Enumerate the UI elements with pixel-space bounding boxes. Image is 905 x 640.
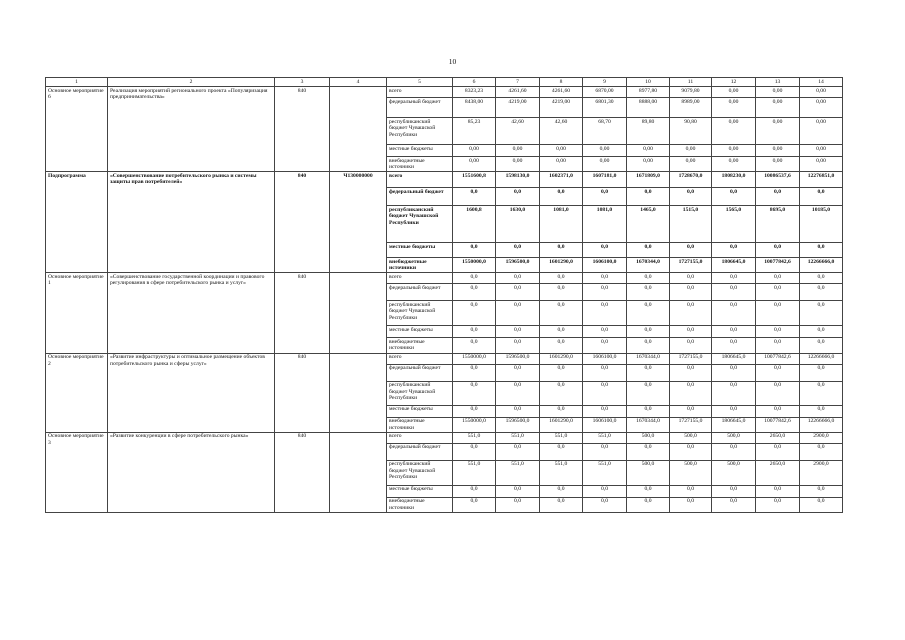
amount-cell: 0,00 xyxy=(756,98,800,118)
amount-cell: 551,0 xyxy=(540,460,583,485)
amount-cell: 0,00 xyxy=(800,157,843,172)
amount-cell: 1601290,0 xyxy=(540,417,583,432)
amount-cell: 1727155,0 xyxy=(670,258,712,273)
amount-cell: 0,0 xyxy=(800,405,843,417)
amount-cell: 0,0 xyxy=(756,243,800,258)
row-title: «Развитие инфраструктуры и оптимальное размещение объектов потребительского рынка и сферы услуг» xyxy=(108,353,275,432)
funding-source-label: федеральный бюджет xyxy=(387,364,453,381)
amount-cell: 0,00 xyxy=(540,157,583,172)
amount-cell: 0,0 xyxy=(583,497,627,512)
amount-cell: 0,0 xyxy=(756,364,800,381)
amount-cell: 1565,0 xyxy=(712,206,756,243)
amount-cell: 0,0 xyxy=(627,485,670,497)
amount-cell: 0,00 xyxy=(712,157,756,172)
amount-cell: 0,0 xyxy=(800,243,843,258)
amount-cell: 0,0 xyxy=(453,443,496,460)
amount-cell: 0,0 xyxy=(540,364,583,381)
table-row xyxy=(46,87,843,98)
amount-cell: 0,0 xyxy=(670,243,712,258)
amount-cell: 4219,00 xyxy=(496,98,540,118)
funding-source-label: республиканский бюджет Чувашской Республики xyxy=(387,460,453,485)
amount-cell: 0,0 xyxy=(756,284,800,301)
amount-cell: 0,0 xyxy=(756,405,800,417)
funding-source-label: республиканский бюджет Чувашской Республики xyxy=(387,118,453,145)
amount-cell: 0,0 xyxy=(712,485,756,497)
amount-cell: 0,0 xyxy=(496,497,540,512)
amount-cell: 89,80 xyxy=(627,118,670,145)
amount-cell: 0,00 xyxy=(670,157,712,172)
amount-cell: 1598130,0 xyxy=(496,172,540,188)
amount-cell: 8438,00 xyxy=(453,98,496,118)
column-number-8: 8 xyxy=(540,78,583,87)
amount-cell: 0,0 xyxy=(540,443,583,460)
amount-cell: 0,0 xyxy=(627,338,670,353)
amount-cell: 0,0 xyxy=(583,381,627,405)
table-row xyxy=(46,353,843,364)
table-row xyxy=(46,432,843,443)
funding-source-label: всего xyxy=(387,273,453,284)
amount-cell: 10185,0 xyxy=(800,206,843,243)
row-code: 840 xyxy=(275,172,330,273)
amount-cell: 0,0 xyxy=(540,338,583,353)
amount-cell: 0,0 xyxy=(540,326,583,338)
amount-cell: 0,0 xyxy=(712,381,756,405)
amount-cell: 0,0 xyxy=(627,301,670,326)
amount-cell: 12266666,0 xyxy=(800,417,843,432)
row-category: Основное мероприятие 3 xyxy=(46,432,108,512)
row-category: Основное мероприятие 1 xyxy=(46,273,108,353)
amount-cell: 0,0 xyxy=(756,301,800,326)
amount-cell: 0,0 xyxy=(496,326,540,338)
amount-cell: 0,00 xyxy=(627,145,670,157)
amount-cell: 0,0 xyxy=(670,301,712,326)
amount-cell: 42,60 xyxy=(496,118,540,145)
amount-cell: 0,00 xyxy=(583,157,627,172)
funding-source-label: внебюджетные источники xyxy=(387,497,453,512)
amount-cell: 2900,0 xyxy=(800,460,843,485)
amount-cell: 0,00 xyxy=(756,87,800,98)
amount-cell: 0,0 xyxy=(800,188,843,206)
column-number-14: 14 xyxy=(800,78,843,87)
funding-source-label: федеральный бюджет xyxy=(387,98,453,118)
amount-cell: 0,0 xyxy=(670,338,712,353)
funding-source-label: федеральный бюджет xyxy=(387,188,453,206)
amount-cell: 0,0 xyxy=(453,405,496,417)
amount-cell: 0,0 xyxy=(627,326,670,338)
amount-cell: 4261,60 xyxy=(496,87,540,98)
amount-cell: 0,0 xyxy=(540,188,583,206)
funding-source-label: всего xyxy=(387,172,453,188)
amount-cell: 1601290,0 xyxy=(540,258,583,273)
amount-cell: 1596500,0 xyxy=(496,353,540,364)
row-category: Основное мероприятие 2 xyxy=(46,353,108,432)
amount-cell: 0,0 xyxy=(540,497,583,512)
amount-cell: 6870,00 xyxy=(583,87,627,98)
amount-cell: 12266666,0 xyxy=(800,258,843,273)
funding-source-label: федеральный бюджет xyxy=(387,443,453,460)
amount-cell: 6801,30 xyxy=(583,98,627,118)
amount-cell: 0,0 xyxy=(453,381,496,405)
column-number-2: 2 xyxy=(108,78,275,87)
amount-cell: 9079,80 xyxy=(670,87,712,98)
column-number-4: 4 xyxy=(330,78,387,87)
amount-cell: 0,0 xyxy=(453,273,496,284)
amount-cell: 1551600,8 xyxy=(453,172,496,188)
amount-cell: 0,0 xyxy=(756,485,800,497)
amount-cell: 0,0 xyxy=(627,405,670,417)
amount-cell: 0,0 xyxy=(583,326,627,338)
amount-cell: 0,00 xyxy=(496,145,540,157)
amount-cell: 0,0 xyxy=(540,243,583,258)
amount-cell: 90,80 xyxy=(670,118,712,145)
amount-cell: 10077842,6 xyxy=(756,417,800,432)
table-header-row xyxy=(46,78,843,87)
funding-source-label: республиканский бюджет Чувашской Республики xyxy=(387,301,453,326)
amount-cell: 2900,0 xyxy=(800,432,843,443)
funding-source-label: местные бюджеты xyxy=(387,145,453,157)
row-title: Реализация мероприятий регионального проекта «Популяризация предпринимательства» xyxy=(108,87,275,172)
amount-cell: 2650,0 xyxy=(756,460,800,485)
amount-cell: 0,0 xyxy=(800,273,843,284)
amount-cell: 0,0 xyxy=(453,338,496,353)
amount-cell: 0,0 xyxy=(583,273,627,284)
amount-cell: 0,00 xyxy=(712,145,756,157)
amount-cell: 0,0 xyxy=(583,443,627,460)
amount-cell: 0,00 xyxy=(540,145,583,157)
row-code: 840 xyxy=(275,87,330,172)
amount-cell: 0,00 xyxy=(756,118,800,145)
amount-cell: 0,0 xyxy=(540,405,583,417)
amount-cell: 4261,60 xyxy=(540,87,583,98)
row-title: «Совершенствование государственной координации и правового регулирования в сфере потребительского рынка и услуг» xyxy=(108,273,275,353)
funding-source-label: местные бюджеты xyxy=(387,405,453,417)
amount-cell: 1670344,0 xyxy=(627,353,670,364)
amount-cell: 4219,00 xyxy=(540,98,583,118)
column-number-6: 6 xyxy=(453,78,496,87)
amount-cell: 0,0 xyxy=(756,273,800,284)
funding-source-label: внебюджетные источники xyxy=(387,157,453,172)
amount-cell: 0,0 xyxy=(756,497,800,512)
amount-cell: 0,0 xyxy=(540,284,583,301)
amount-cell: 0,0 xyxy=(540,485,583,497)
amount-cell: 1550000,0 xyxy=(453,258,496,273)
amount-cell: 1515,0 xyxy=(670,206,712,243)
amount-cell: 8989,00 xyxy=(670,98,712,118)
amount-cell: 0,0 xyxy=(712,364,756,381)
amount-cell: 0,0 xyxy=(670,497,712,512)
row-title: «Совершенствование потребительского рынка и системы защиты прав потребителей» xyxy=(108,172,275,273)
amount-cell: 0,0 xyxy=(496,188,540,206)
amount-cell: 0,0 xyxy=(756,443,800,460)
column-number-12: 12 xyxy=(712,78,756,87)
amount-cell: 8888,00 xyxy=(627,98,670,118)
amount-cell: 1607181,0 xyxy=(583,172,627,188)
amount-cell: 8695,0 xyxy=(756,206,800,243)
amount-cell: 0,0 xyxy=(453,243,496,258)
amount-cell: 0,0 xyxy=(800,485,843,497)
amount-cell: 0,00 xyxy=(800,145,843,157)
funding-source-label: местные бюджеты xyxy=(387,485,453,497)
amount-cell: 0,0 xyxy=(670,284,712,301)
amount-cell: 0,0 xyxy=(627,497,670,512)
row-code: 840 xyxy=(275,353,330,432)
amount-cell: 0,00 xyxy=(756,145,800,157)
row-category: Основное мероприятие 6 xyxy=(46,87,108,172)
amount-cell: 0,0 xyxy=(627,381,670,405)
funding-source-label: федеральный бюджет xyxy=(387,284,453,301)
amount-cell: 0,0 xyxy=(756,188,800,206)
amount-cell: 551,0 xyxy=(453,432,496,443)
amount-cell: 551,0 xyxy=(453,460,496,485)
amount-cell: 0,0 xyxy=(670,188,712,206)
amount-cell: 0,0 xyxy=(800,381,843,405)
amount-cell: 0,0 xyxy=(627,188,670,206)
column-number-10: 10 xyxy=(627,78,670,87)
amount-cell: 0,0 xyxy=(583,338,627,353)
amount-cell: 0,0 xyxy=(496,284,540,301)
amount-cell: 0,00 xyxy=(453,157,496,172)
amount-cell: 0,0 xyxy=(670,485,712,497)
amount-cell: 0,0 xyxy=(496,381,540,405)
amount-cell: 0,0 xyxy=(800,364,843,381)
amount-cell: 0,0 xyxy=(800,497,843,512)
row-classifier xyxy=(330,353,387,432)
amount-cell: 0,0 xyxy=(496,364,540,381)
amount-cell: 12276851,0 xyxy=(800,172,843,188)
funding-source-label: всего xyxy=(387,432,453,443)
row-code: 840 xyxy=(275,273,330,353)
amount-cell: 0,0 xyxy=(496,273,540,284)
amount-cell: 500,0 xyxy=(712,432,756,443)
amount-cell: 0,0 xyxy=(712,188,756,206)
amount-cell: 0,0 xyxy=(453,497,496,512)
amount-cell: 0,0 xyxy=(583,243,627,258)
budget-table xyxy=(45,77,843,513)
funding-source-label: внебюджетные источники xyxy=(387,338,453,353)
amount-cell: 0,0 xyxy=(627,243,670,258)
amount-cell: 0,0 xyxy=(712,497,756,512)
row-category: Подпрограмма xyxy=(46,172,108,273)
amount-cell: 0,0 xyxy=(540,381,583,405)
funding-source-label: всего xyxy=(387,87,453,98)
amount-cell: 0,0 xyxy=(712,243,756,258)
column-number-9: 9 xyxy=(583,78,627,87)
amount-cell: 0,0 xyxy=(627,364,670,381)
amount-cell: 0,0 xyxy=(496,338,540,353)
column-number-11: 11 xyxy=(670,78,712,87)
amount-cell: 0,0 xyxy=(756,338,800,353)
amount-cell: 0,0 xyxy=(453,364,496,381)
row-classifier xyxy=(330,87,387,172)
amount-cell: 0,0 xyxy=(540,273,583,284)
amount-cell: 0,0 xyxy=(712,284,756,301)
amount-cell: 0,0 xyxy=(453,188,496,206)
amount-cell: 1550000,0 xyxy=(453,353,496,364)
amount-cell: 0,0 xyxy=(583,485,627,497)
table-row xyxy=(46,172,843,188)
amount-cell: 0,0 xyxy=(800,284,843,301)
amount-cell: 10086537,6 xyxy=(756,172,800,188)
amount-cell: 0,0 xyxy=(712,273,756,284)
amount-cell: 0,00 xyxy=(712,98,756,118)
amount-cell: 0,00 xyxy=(712,87,756,98)
funding-source-label: республиканский бюджет Чувашской Республики xyxy=(387,381,453,405)
amount-cell: 0,0 xyxy=(496,301,540,326)
amount-cell: 1606100,0 xyxy=(583,353,627,364)
amount-cell: 0,0 xyxy=(712,443,756,460)
amount-cell: 0,0 xyxy=(583,301,627,326)
amount-cell: 2650,0 xyxy=(756,432,800,443)
amount-cell: 1808230,0 xyxy=(712,172,756,188)
amount-cell: 500,0 xyxy=(627,432,670,443)
amount-cell: 0,0 xyxy=(453,284,496,301)
amount-cell: 85,23 xyxy=(453,118,496,145)
column-number-1: 1 xyxy=(46,78,108,87)
amount-cell: 0,0 xyxy=(756,326,800,338)
amount-cell: 1601290,0 xyxy=(540,353,583,364)
amount-cell: 0,00 xyxy=(756,157,800,172)
row-title: «Развитие конкуренции в сфере потребительского рынка» xyxy=(108,432,275,512)
amount-cell: 12266666,0 xyxy=(800,353,843,364)
amount-cell: 0,00 xyxy=(800,118,843,145)
amount-cell: 0,0 xyxy=(496,485,540,497)
amount-cell: 0,0 xyxy=(756,381,800,405)
amount-cell: 0,00 xyxy=(496,157,540,172)
amount-cell: 0,00 xyxy=(583,145,627,157)
amount-cell: 0,0 xyxy=(670,405,712,417)
amount-cell: 500,0 xyxy=(670,460,712,485)
amount-cell: 68,70 xyxy=(583,118,627,145)
amount-cell: 0,0 xyxy=(627,273,670,284)
row-classifier xyxy=(330,273,387,353)
amount-cell: 0,0 xyxy=(670,273,712,284)
amount-cell: 551,0 xyxy=(583,460,627,485)
amount-cell: 1081,0 xyxy=(540,206,583,243)
amount-cell: 1081,0 xyxy=(583,206,627,243)
amount-cell: 1602371,0 xyxy=(540,172,583,188)
amount-cell: 0,0 xyxy=(800,443,843,460)
amount-cell: 0,0 xyxy=(627,443,670,460)
amount-cell: 1727155,0 xyxy=(670,353,712,364)
amount-cell: 0,0 xyxy=(540,301,583,326)
amount-cell: 1596500,0 xyxy=(496,417,540,432)
amount-cell: 1465,0 xyxy=(627,206,670,243)
column-number-3: 3 xyxy=(275,78,330,87)
column-number-5: 5 xyxy=(387,78,453,87)
amount-cell: 500,0 xyxy=(712,460,756,485)
funding-source-label: республиканский бюджет Чувашской Республики xyxy=(387,206,453,243)
amount-cell: 1727155,0 xyxy=(670,417,712,432)
amount-cell: 0,0 xyxy=(496,443,540,460)
amount-cell: 0,0 xyxy=(453,301,496,326)
amount-cell: 0,0 xyxy=(800,301,843,326)
amount-cell: 8323,23 xyxy=(453,87,496,98)
amount-cell: 1606100,0 xyxy=(583,258,627,273)
amount-cell: 1630,0 xyxy=(496,206,540,243)
amount-cell: 0,0 xyxy=(670,364,712,381)
amount-cell: 1806645,0 xyxy=(712,353,756,364)
amount-cell: 0,0 xyxy=(670,381,712,405)
amount-cell: 0,00 xyxy=(453,145,496,157)
amount-cell: 0,0 xyxy=(800,326,843,338)
amount-cell: 1806645,0 xyxy=(712,258,756,273)
amount-cell: 0,0 xyxy=(453,485,496,497)
amount-cell: 10077842,6 xyxy=(756,353,800,364)
amount-cell: 0,00 xyxy=(800,87,843,98)
amount-cell: 0,00 xyxy=(712,118,756,145)
row-code: 840 xyxy=(275,432,330,512)
amount-cell: 0,0 xyxy=(627,284,670,301)
row-classifier xyxy=(330,432,387,512)
amount-cell: 0,0 xyxy=(496,243,540,258)
amount-cell: 0,0 xyxy=(583,188,627,206)
amount-cell: 1670344,0 xyxy=(627,258,670,273)
amount-cell: 0,0 xyxy=(670,443,712,460)
amount-cell: 1550000,0 xyxy=(453,417,496,432)
amount-cell: 0,0 xyxy=(453,326,496,338)
amount-cell: 1671809,0 xyxy=(627,172,670,188)
amount-cell: 0,0 xyxy=(712,301,756,326)
amount-cell: 500,0 xyxy=(627,460,670,485)
amount-cell: 0,0 xyxy=(712,405,756,417)
funding-source-label: местные бюджеты xyxy=(387,326,453,338)
page-number: 10 xyxy=(448,57,457,66)
amount-cell: 0,0 xyxy=(583,284,627,301)
row-classifier: Ч130000000 xyxy=(330,172,387,273)
amount-cell: 0,0 xyxy=(496,405,540,417)
amount-cell: 551,0 xyxy=(496,432,540,443)
amount-cell: 551,0 xyxy=(540,432,583,443)
amount-cell: 0,00 xyxy=(670,145,712,157)
column-number-13: 13 xyxy=(756,78,800,87)
amount-cell: 0,00 xyxy=(800,98,843,118)
amount-cell: 1806645,0 xyxy=(712,417,756,432)
funding-source-label: всего xyxy=(387,353,453,364)
amount-cell: 1606100,0 xyxy=(583,417,627,432)
amount-cell: 0,0 xyxy=(712,338,756,353)
funding-source-label: внебюджетные источники xyxy=(387,417,453,432)
amount-cell: 1670344,0 xyxy=(627,417,670,432)
amount-cell: 10077842,6 xyxy=(756,258,800,273)
amount-cell: 0,00 xyxy=(627,157,670,172)
column-number-7: 7 xyxy=(496,78,540,87)
amount-cell: 551,0 xyxy=(583,432,627,443)
amount-cell: 42,60 xyxy=(540,118,583,145)
amount-cell: 0,0 xyxy=(800,338,843,353)
table-row xyxy=(46,273,843,284)
amount-cell: 1596500,0 xyxy=(496,258,540,273)
amount-cell: 551,0 xyxy=(496,460,540,485)
funding-source-label: местные бюджеты xyxy=(387,243,453,258)
amount-cell: 1600,8 xyxy=(453,206,496,243)
funding-source-label: внебюджетные источники xyxy=(387,258,453,273)
amount-cell: 0,0 xyxy=(670,326,712,338)
amount-cell: 500,0 xyxy=(670,432,712,443)
amount-cell: 0,0 xyxy=(712,326,756,338)
amount-cell: 0,0 xyxy=(583,364,627,381)
amount-cell: 0,0 xyxy=(583,405,627,417)
amount-cell: 8977,80 xyxy=(627,87,670,98)
amount-cell: 1728670,0 xyxy=(670,172,712,188)
